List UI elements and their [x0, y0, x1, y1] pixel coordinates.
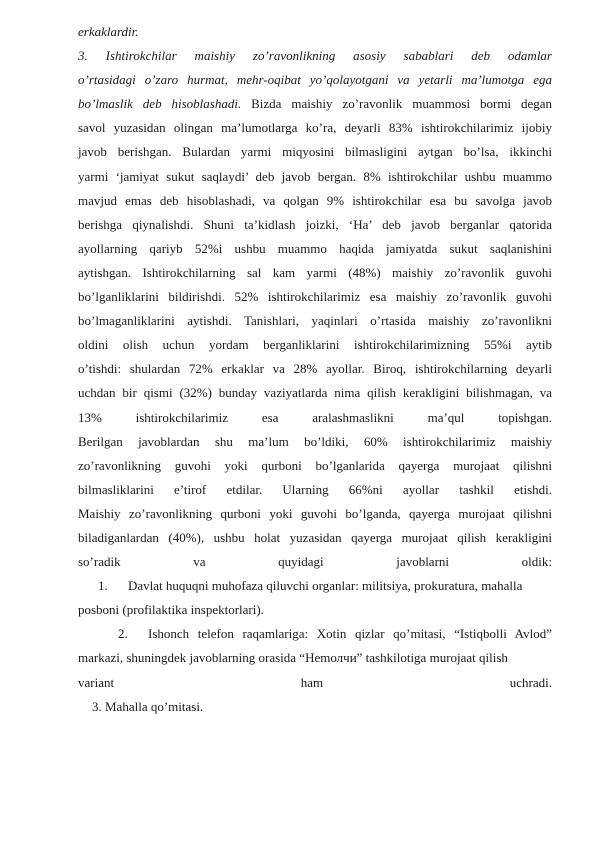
paragraph-line: 3. Ishtirokchilar maishiy zo’ravonlikning asosiy sabablari deb odamlar [78, 48, 552, 64]
paragraph-line: zo’ravonlikning guvohi yoki qurboni bo’lganlarida qayerga murojaat qilishni [78, 457, 552, 473]
paragraph-line: savol yuzasidan olingan ma’lumotlarga ko’ra, deyarli 83% ishtirokchilarimiz ijobiy [78, 120, 552, 136]
paragraph-line [78, 92, 552, 116]
paragraph-line: so’radik va quyidagi javoblarni oldik: [78, 554, 552, 570]
document-page [78, 20, 552, 719]
list-item [78, 574, 552, 598]
paragraph-line: ayollarning qariyb 52%i ushbu muammo haqida jamiyatda sukut saqlanishini [78, 240, 552, 256]
list-item-continuation: markazi, shuningdek javoblarning orasida “Неmолчи” tashkilotiga murojaat qilish [78, 650, 508, 666]
paragraph-line: o’tishdi: shulardan 72% erkaklar va 28% ayollar. Biroq, ishtirokchilarning deyarli [78, 361, 552, 377]
list-item-continuation: posboni (profilaktika inspektorlari). [78, 602, 264, 618]
paragraph-line: erkaklardir. [78, 24, 139, 39]
paragraph-text: Bizda maishiy zo’ravonlik muammosi bormi degan [241, 96, 553, 112]
paragraph-line: 13% ishtirokchilarimiz esa aralashmaslikni ma’qul topishgan. [78, 409, 552, 425]
paragraph-line: javob berishgan. Bulardan yarmi miqyosini bilmasligini aytgan bo’lsa, ikkinchi [78, 144, 552, 160]
paragraph-line: bo’lganliklarini bildirishdi. 52% ishtirokchilarimiz esa maishiy zo’ravonlik guvohi [78, 289, 552, 305]
list-item: 3. Mahalla qo’mitasi. [92, 698, 204, 714]
paragraph-line: aytishgan. Ishtirokchilarning sal kam yarmi (48%) maishiy zo’ravonlik guvohi [78, 264, 552, 280]
list-item-text: Davlat huquqni muhofaza qiluvchi organlar: militsiya, prokuratura, mahalla [128, 578, 523, 594]
paragraph-line: yarmi ‘jamiyat sukut saqlaydi’ deb javob bergan. 8% ishtirokchilar ushbu muammo [78, 168, 552, 184]
paragraph-line: Maishiy zo’ravonlikning qurboni yoki guvohi bo’lganda, qayerga murojaat qilishni [78, 505, 552, 521]
list-number: 1. [98, 578, 108, 594]
list-item-continuation: variant ham uchradi. [78, 674, 552, 690]
paragraph-line: berishga qiynalishdi. Shuni ta’kidlash joizki, ‘Ha’ deb javob berganlar qatorida [78, 216, 552, 232]
paragraph-line: bo’lmaganliklarini aytishdi. Tanishlari, yaqinlari o’rtasida maishiy zo’ravonlikni [78, 313, 552, 329]
list-item [78, 622, 552, 646]
paragraph-line: uchdan bir qismi (32%) bunday vaziyatlarda nima qilish kerakligini bilishmagan, va [78, 385, 552, 401]
list-item-text: Ishonch telefon raqamlariga: Xotin qizlar qo’mitasi, “Istiqbolli Avlod” [148, 626, 552, 642]
italic-phrase: bo’lmaslik deb hisoblashadi. [78, 96, 242, 112]
paragraph-line: bilmasliklarini e’tirof etdilar. Ularning 66%ni ayollar tashkil etishdi. [78, 481, 552, 497]
paragraph-line: oldini olish uchun yordam berganliklarini ishtirokchilarimizning 55%i aytib [78, 337, 552, 353]
paragraph-line: Berilgan javoblardan shu ma’lum bo’ldiki, 60% ishtirokchilarimiz maishiy [78, 433, 552, 449]
list-number: 2. [118, 626, 128, 642]
paragraph-line: o’rtasidagi o’zaro hurmat, mehr-oqibat yo’qolayotgani va yetarli ma’lumotga ega [78, 72, 552, 88]
paragraph-line: biladiganlardan (40%), ushbu holat yuzasidan qayerga murojaat qilish kerakligini [78, 529, 552, 545]
paragraph-line: mavjud emas deb hisoblashadi, va qolgan 9% ishtirokchilar esa bu savolga javob [78, 192, 552, 208]
